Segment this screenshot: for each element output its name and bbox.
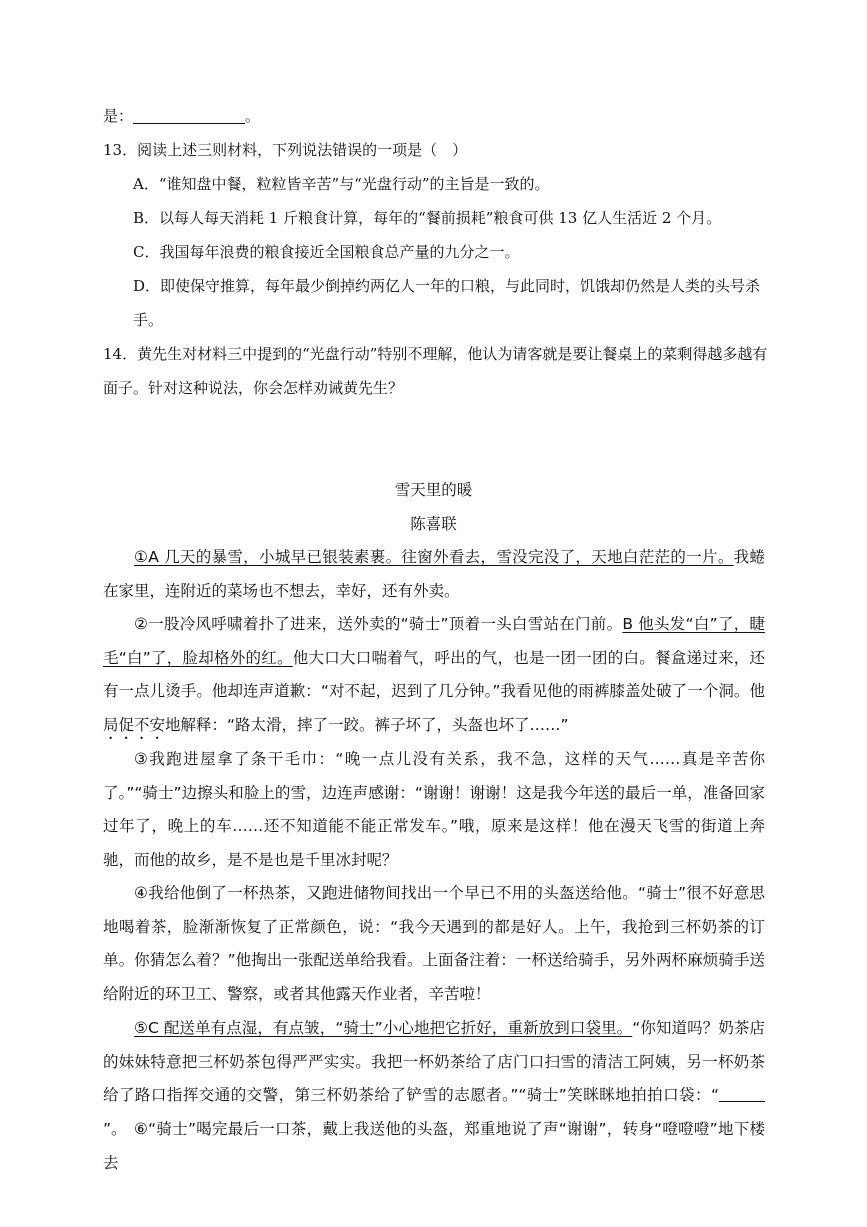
q13-option-d[interactable]: D．即使保守推算，每年最少倒掉约两亿人一年的口粮，与此同时，饥饿却仍然是人类的头号杀 bbox=[133, 277, 761, 295]
q12-suffix: 。 bbox=[245, 107, 261, 125]
paragraph-2-middle: 他大口大口喘着气，呼出的气，也是一团一团的白。餐盒递过来，还有一点儿烫手。他却连声道歉：“对不起，迟到了几分钟。”我看见他的雨裤膝盖处破了一个洞。他 bbox=[103, 648, 765, 701]
underlined-sentence-b: B 他头发“白”了，睫毛“白”了，脸却格外的红。 bbox=[103, 615, 766, 667]
q14-line-2: 面子。针对这种说法，你会怎样劝诫黄先生？ bbox=[103, 379, 404, 397]
q13-option-b[interactable]: B．以每人每天消耗 1 斤粮食计算，每年的“餐前损耗”粮食可供 13 亿人生活近 2 个月。 bbox=[133, 209, 722, 227]
essay-paragraph-3: ③我跑进屋拿了条干毛巾：“晚一点儿没有关系，我不急，这样的天气……真是辛苦你了。”“骑士”边擦头和脸上的雪，边连声感谢：“谢谢！谢谢！这是我今年送的最后一单，准备回家过年了，晚上的车……还不知道能不能正常发车。”哦，原来是这样！他在漫天飞雪的街道上奔驰，而他的故乡，是不是也是千里冰封呢？ bbox=[103, 750, 765, 869]
q13-option-c[interactable]: C．我国每年浪费的粮食接近全国粮食总产量的九分之一。 bbox=[133, 243, 520, 261]
q12-answer-blank[interactable] bbox=[133, 108, 245, 124]
paragraph-5-end: ”。 bbox=[103, 1119, 127, 1138]
essay-paragraph-6: ⑥“骑士”喝完最后一口茶，戴上我送他的头盔，郑重地说了声“谢谢”，转身“噔噔噔”地下楼去 bbox=[103, 1120, 765, 1172]
underlined-sentence-a: ①A 几天的暴雪，小城早已银装素裹。往窗外看去，雪没完没了，天地白茫茫的一片。 bbox=[134, 548, 734, 566]
essay-paragraph-4: ④我给他倒了一杯热茶，又跑进储物间找出一个早已不用的头盔送给他。“骑士”很不好意思地喝着茶，脸渐渐恢复了正常颜色，说：“我今天遇到的都是好人。上午，我抢到三杯奶茶的订单。你猜怎么着？”他掏出一张配送单给我看。上面备注着：一杯送给骑手，另外两杯麻烦骑手送给附近的环卫工、警察，或者其他露天作业者，辛苦啦！ bbox=[103, 884, 765, 1003]
emphasized-word: 局促不安 bbox=[103, 715, 166, 734]
paragraph-2-before: ②一股冷风呼啸着扑了进来，送外卖的“骑士”顶着一头白雪站在门前。 bbox=[134, 615, 623, 633]
q12-answer-line bbox=[103, 105, 260, 127]
essay-paragraph-2 bbox=[103, 608, 765, 743]
quote-answer-blank[interactable] bbox=[719, 1087, 765, 1102]
q13-option-d-continued: 手。 bbox=[133, 311, 164, 329]
essay-paragraph-1 bbox=[103, 541, 765, 608]
q13-stem: 13．阅读上述三则材料，下列说法错误的一项是（ ） bbox=[103, 141, 468, 159]
paragraph-5-rest: “你知道吗？奶茶店的妹妹特意把三杯奶茶包得严严实实。我把一杯奶茶给了店门口扫雪的清洁工阿姨，另一杯奶茶给了路口指挥交通的交警，第三杯奶茶给了铲雪的志愿者。”“骑士”笑眯眯地拍拍口袋：“ bbox=[103, 1019, 765, 1105]
q12-prefix: 是： bbox=[103, 107, 134, 125]
paragraph-1-rest: 我蜷在家里，连附近的菜场也不想去，幸好，还有外卖。 bbox=[103, 548, 765, 600]
underlined-sentence-c: ⑤C 配送单有点湿，有点皱，“骑士”小心地把它折好，重新放到口袋里。 bbox=[134, 1019, 633, 1037]
essay-title: 雪天里的暖 bbox=[394, 481, 473, 499]
paragraph-2-after: 地解释：“路太滑，摔了一跤。裤子坏了，头盔也坏了……” bbox=[165, 715, 569, 734]
q14-line-1: 14．黄先生对材料三中提到的“光盘行动”特别不理解，他认为请客就是要让餐桌上的菜剩得越多越有 bbox=[103, 345, 768, 363]
essay-author: 陈喜联 bbox=[410, 515, 457, 533]
q13-option-a[interactable]: A．“谁知盘中餐，粒粒皆辛苦”与“光盘行动”的主旨是一致的。 bbox=[133, 175, 550, 193]
